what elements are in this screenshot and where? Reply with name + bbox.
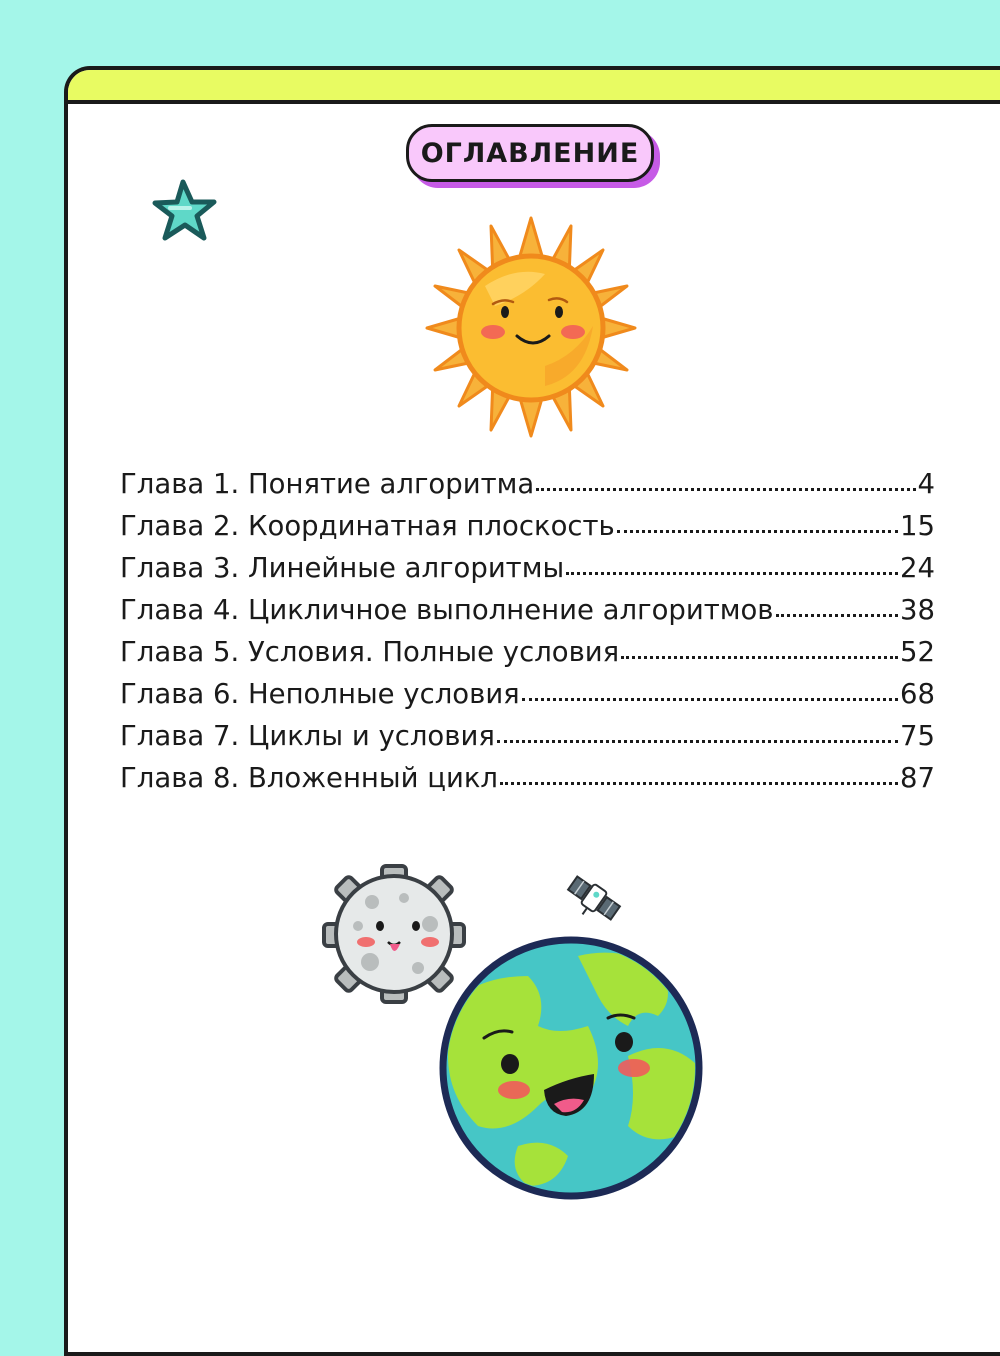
toc-leader-dots [617,529,898,533]
toc-leader-dots [536,487,915,491]
toc-leader-dots [621,655,898,659]
toc-entry-label: Глава 6. Неполные условия [120,678,520,710]
toc-entry-5[interactable] [120,636,935,678]
toc-entry-label: Глава 5. Условия. Полные условия [120,636,620,668]
title-badge [406,124,654,182]
toc-entry-8[interactable] [120,762,935,804]
toc-entry-7[interactable] [120,720,935,762]
toc-entry-label: Глава 2. Координатная плоскость [120,510,615,542]
satellite-icon [566,872,622,924]
toc-leader-dots [522,697,898,701]
earth-icon [438,936,704,1200]
toc-entry-3[interactable] [120,552,935,594]
toc-entry-page: 38 [900,594,935,626]
toc-entry-page: 75 [900,720,935,752]
table-of-contents [120,468,935,804]
toc-entry-6[interactable] [120,678,935,720]
toc-entry-page: 87 [900,762,935,794]
page-title: ОГЛАВЛЕНИЕ [406,124,654,182]
toc-entry-label: Глава 1. Понятие алгоритма [120,468,535,500]
toc-entry-label: Глава 4. Цикличное выполнение алгоритмов [120,594,774,626]
toc-leader-dots [776,613,898,617]
toc-entry-label: Глава 3. Линейные алгоритмы [120,552,565,584]
top-band [68,70,1000,104]
toc-entry-label: Глава 7. Циклы и условия [120,720,495,752]
toc-leader-dots [566,571,898,575]
toc-entry-page: 68 [900,678,935,710]
toc-entry-4[interactable] [120,594,935,636]
toc-entry-page: 24 [900,552,935,584]
toc-leader-dots [497,739,898,743]
star-icon [150,178,220,248]
toc-entry-page: 4 [917,468,935,500]
toc-entry-1[interactable] [120,468,935,510]
toc-entry-page: 15 [900,510,935,542]
toc-entry-2[interactable] [120,510,935,552]
toc-leader-dots [500,781,898,785]
toc-entry-label: Глава 8. Вложенный цикл [120,762,499,794]
sun-icon [425,216,637,438]
toc-entry-page: 52 [900,636,935,668]
